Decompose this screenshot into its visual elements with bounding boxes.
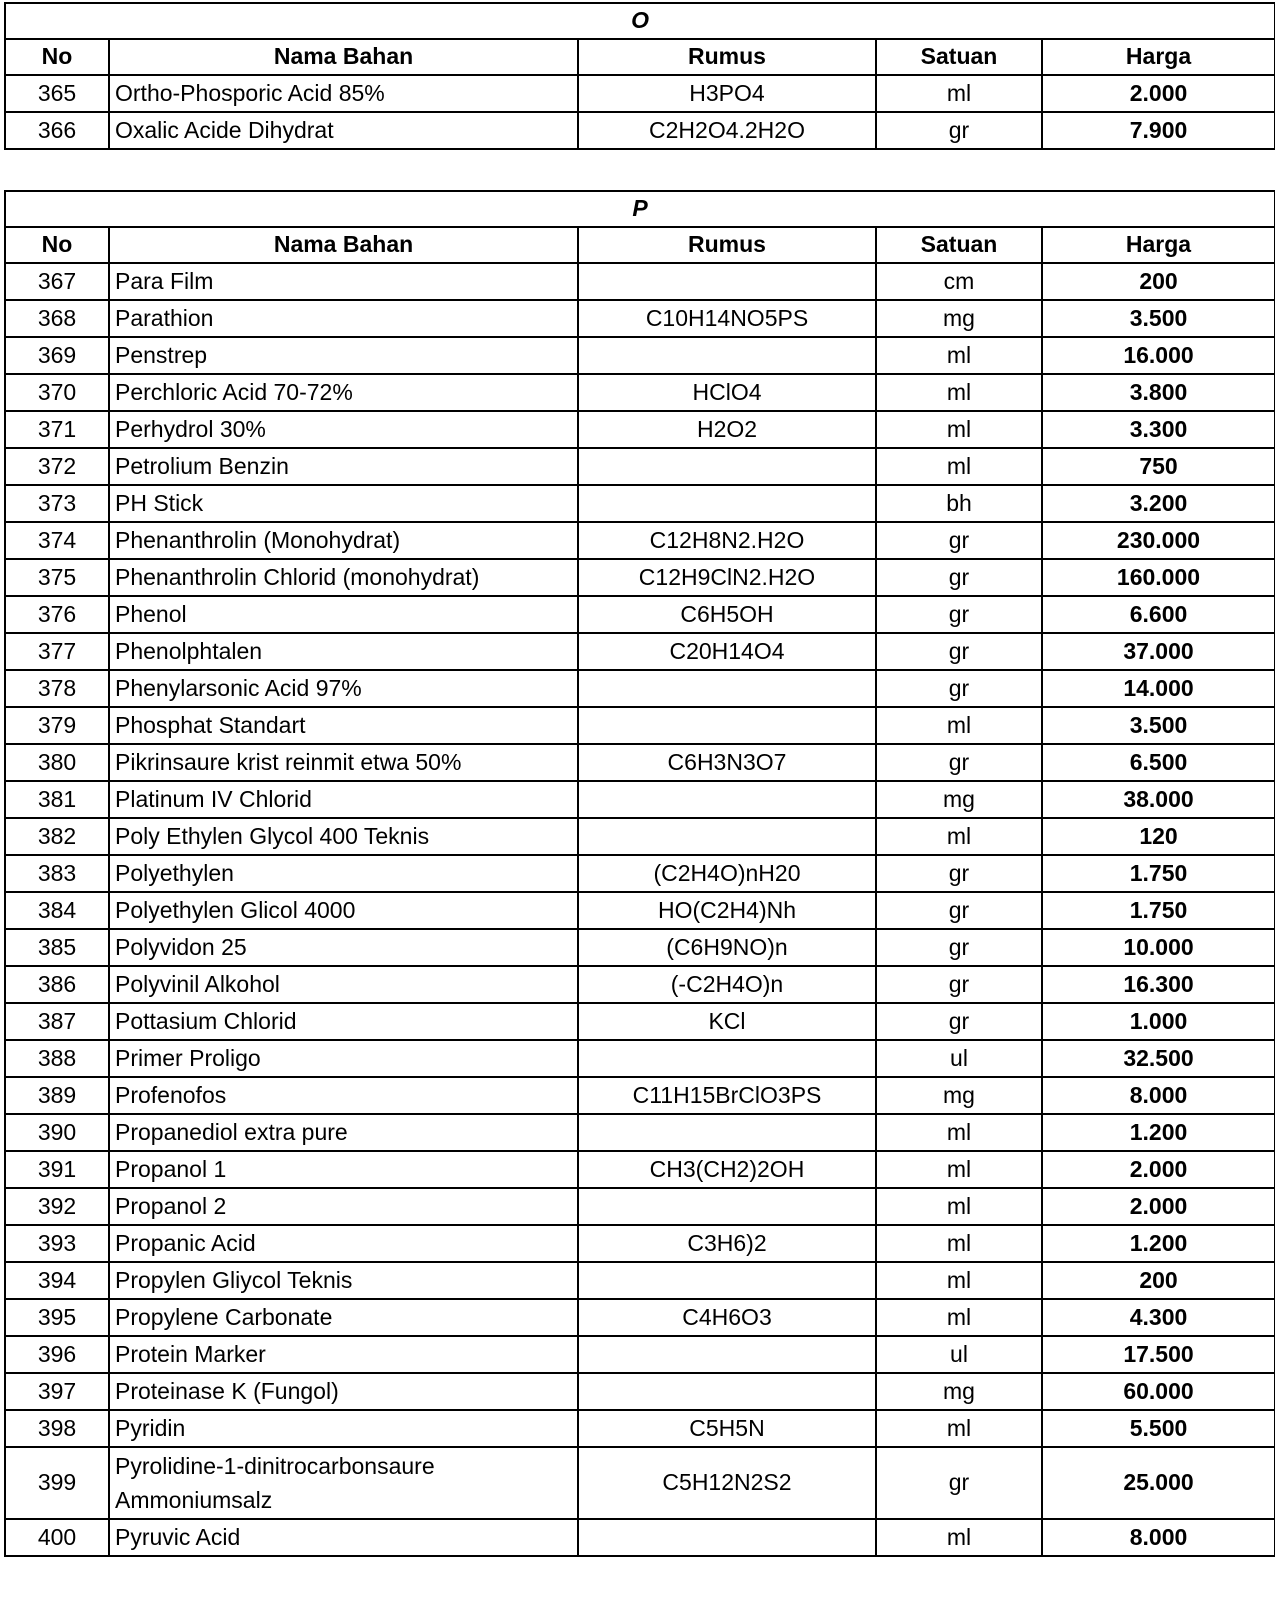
cell-price: 3.200 bbox=[1042, 485, 1275, 522]
cell-name: Penstrep bbox=[109, 337, 578, 374]
cell-no: 365 bbox=[5, 75, 109, 112]
cell-no: 394 bbox=[5, 1262, 109, 1299]
cell-unit: gr bbox=[876, 596, 1042, 633]
cell-name: Para Film bbox=[109, 263, 578, 300]
cell-price: 1.750 bbox=[1042, 855, 1275, 892]
cell-formula: (C2H4O)nH20 bbox=[578, 855, 876, 892]
cell-price: 3.500 bbox=[1042, 707, 1275, 744]
cell-name: Profenofos bbox=[109, 1077, 578, 1114]
cell-name: Propanediol extra pure bbox=[109, 1114, 578, 1151]
table-row bbox=[5, 411, 1275, 448]
cell-price: 8.000 bbox=[1042, 1519, 1275, 1556]
cell-formula bbox=[578, 1336, 876, 1373]
cell-formula bbox=[578, 1114, 876, 1151]
cell-unit: ml bbox=[876, 337, 1042, 374]
cell-price: 10.000 bbox=[1042, 929, 1275, 966]
table-row bbox=[5, 522, 1275, 559]
cell-unit: mg bbox=[876, 300, 1042, 337]
cell-price: 14.000 bbox=[1042, 670, 1275, 707]
cell-unit: ml bbox=[876, 1262, 1042, 1299]
cell-price: 8.000 bbox=[1042, 1077, 1275, 1114]
cell-price: 120 bbox=[1042, 818, 1275, 855]
cell-name: Propanol 1 bbox=[109, 1151, 578, 1188]
cell-price: 1.000 bbox=[1042, 1003, 1275, 1040]
table-row bbox=[5, 1447, 1275, 1519]
cell-no: 392 bbox=[5, 1188, 109, 1225]
cell-unit: ml bbox=[876, 1410, 1042, 1447]
table-row bbox=[5, 300, 1275, 337]
table-row bbox=[5, 966, 1275, 1003]
cell-no: 400 bbox=[5, 1519, 109, 1556]
cell-unit: ml bbox=[876, 1151, 1042, 1188]
cell-price: 38.000 bbox=[1042, 781, 1275, 818]
table-row bbox=[5, 448, 1275, 485]
cell-price: 7.900 bbox=[1042, 112, 1275, 149]
cell-no: 385 bbox=[5, 929, 109, 966]
cell-formula bbox=[578, 337, 876, 374]
table-row bbox=[5, 1077, 1275, 1114]
cell-no: 378 bbox=[5, 670, 109, 707]
cell-unit: ml bbox=[876, 1519, 1042, 1556]
cell-formula bbox=[578, 670, 876, 707]
cell-name: Pyrolidine-1-dinitrocarbonsaure Ammoniumsalz bbox=[109, 1447, 578, 1519]
cell-unit: cm bbox=[876, 263, 1042, 300]
cell-no: 379 bbox=[5, 707, 109, 744]
section-letter: O bbox=[5, 3, 1275, 39]
cell-no: 399 bbox=[5, 1447, 109, 1519]
section-o-table bbox=[4, 2, 1275, 150]
cell-formula: H2O2 bbox=[578, 411, 876, 448]
cell-price: 1.200 bbox=[1042, 1114, 1275, 1151]
section-letter-row bbox=[5, 191, 1275, 227]
header-formula: Rumus bbox=[578, 227, 876, 263]
table-row bbox=[5, 1040, 1275, 1077]
cell-formula: C6H3N3O7 bbox=[578, 744, 876, 781]
cell-formula bbox=[578, 1262, 876, 1299]
cell-price: 25.000 bbox=[1042, 1447, 1275, 1519]
section-letter: P bbox=[5, 191, 1275, 227]
cell-price: 160.000 bbox=[1042, 559, 1275, 596]
cell-price: 1.750 bbox=[1042, 892, 1275, 929]
header-no: No bbox=[5, 227, 109, 263]
cell-unit: ml bbox=[876, 1114, 1042, 1151]
section-rows bbox=[5, 263, 1275, 1556]
cell-unit: gr bbox=[876, 633, 1042, 670]
cell-no: 391 bbox=[5, 1151, 109, 1188]
cell-name: Phenol bbox=[109, 596, 578, 633]
cell-unit: mg bbox=[876, 781, 1042, 818]
cell-no: 370 bbox=[5, 374, 109, 411]
cell-name: Oxalic Acide Dihydrat bbox=[109, 112, 578, 149]
cell-no: 381 bbox=[5, 781, 109, 818]
cell-price: 4.300 bbox=[1042, 1299, 1275, 1336]
cell-name: Pyruvic Acid bbox=[109, 1519, 578, 1556]
cell-unit: gr bbox=[876, 1003, 1042, 1040]
cell-formula: C11H15BrClO3PS bbox=[578, 1077, 876, 1114]
cell-name: Phenanthrolin (Monohydrat) bbox=[109, 522, 578, 559]
table-row bbox=[5, 707, 1275, 744]
cell-name: Ortho-Phosporic Acid 85% bbox=[109, 75, 578, 112]
cell-name: Pyridin bbox=[109, 1410, 578, 1447]
cell-formula bbox=[578, 781, 876, 818]
section-p-table bbox=[4, 190, 1275, 1557]
cell-name: Propanol 2 bbox=[109, 1188, 578, 1225]
cell-name: Phosphat Standart bbox=[109, 707, 578, 744]
cell-formula: C3H6)2 bbox=[578, 1225, 876, 1262]
cell-unit: ul bbox=[876, 1336, 1042, 1373]
cell-unit: mg bbox=[876, 1077, 1042, 1114]
header-formula: Rumus bbox=[578, 39, 876, 75]
cell-unit: gr bbox=[876, 929, 1042, 966]
cell-no: 369 bbox=[5, 337, 109, 374]
cell-no: 380 bbox=[5, 744, 109, 781]
cell-no: 388 bbox=[5, 1040, 109, 1077]
table-row bbox=[5, 1225, 1275, 1262]
table-row bbox=[5, 744, 1275, 781]
cell-unit: gr bbox=[876, 1447, 1042, 1519]
cell-formula: HO(C2H4)Nh bbox=[578, 892, 876, 929]
cell-formula: C10H14NO5PS bbox=[578, 300, 876, 337]
table-row bbox=[5, 1114, 1275, 1151]
cell-no: 373 bbox=[5, 485, 109, 522]
cell-formula bbox=[578, 448, 876, 485]
cell-price: 2.000 bbox=[1042, 1151, 1275, 1188]
cell-name: Pikrinsaure krist reinmit etwa 50% bbox=[109, 744, 578, 781]
cell-price: 3.500 bbox=[1042, 300, 1275, 337]
cell-unit: ul bbox=[876, 1040, 1042, 1077]
cell-name: Pottasium Chlorid bbox=[109, 1003, 578, 1040]
cell-unit: gr bbox=[876, 855, 1042, 892]
section-letter-row bbox=[5, 3, 1275, 39]
cell-no: 375 bbox=[5, 559, 109, 596]
cell-price: 6.500 bbox=[1042, 744, 1275, 781]
cell-name: Phenanthrolin Chlorid (monohydrat) bbox=[109, 559, 578, 596]
cell-formula: C12H9ClN2.H2O bbox=[578, 559, 876, 596]
cell-name: Phenylarsonic Acid 97% bbox=[109, 670, 578, 707]
cell-formula bbox=[578, 1373, 876, 1410]
cell-formula: C5H5N bbox=[578, 1410, 876, 1447]
cell-formula: CH3(CH2)2OH bbox=[578, 1151, 876, 1188]
cell-no: 383 bbox=[5, 855, 109, 892]
cell-name: Perchloric Acid 70-72% bbox=[109, 374, 578, 411]
cell-no: 386 bbox=[5, 966, 109, 1003]
cell-formula: C20H14O4 bbox=[578, 633, 876, 670]
table-row bbox=[5, 1262, 1275, 1299]
table-row bbox=[5, 781, 1275, 818]
cell-name: Polyvidon 25 bbox=[109, 929, 578, 966]
cell-price: 1.200 bbox=[1042, 1225, 1275, 1262]
cell-unit: ml bbox=[876, 818, 1042, 855]
cell-no: 396 bbox=[5, 1336, 109, 1373]
header-name: Nama Bahan bbox=[109, 227, 578, 263]
cell-no: 397 bbox=[5, 1373, 109, 1410]
cell-price: 5.500 bbox=[1042, 1410, 1275, 1447]
cell-formula: HClO4 bbox=[578, 374, 876, 411]
cell-formula: (-C2H4O)n bbox=[578, 966, 876, 1003]
cell-unit: gr bbox=[876, 522, 1042, 559]
table-row bbox=[5, 818, 1275, 855]
column-header-row bbox=[5, 39, 1275, 75]
table-row bbox=[5, 1188, 1275, 1225]
cell-unit: mg bbox=[876, 1373, 1042, 1410]
cell-unit: ml bbox=[876, 1299, 1042, 1336]
table-row bbox=[5, 633, 1275, 670]
table-row bbox=[5, 929, 1275, 966]
header-unit: Satuan bbox=[876, 227, 1042, 263]
cell-price: 60.000 bbox=[1042, 1373, 1275, 1410]
cell-name: Phenolphtalen bbox=[109, 633, 578, 670]
cell-name: Parathion bbox=[109, 300, 578, 337]
cell-unit: gr bbox=[876, 112, 1042, 149]
cell-price: 16.300 bbox=[1042, 966, 1275, 1003]
cell-formula bbox=[578, 1519, 876, 1556]
cell-no: 366 bbox=[5, 112, 109, 149]
table-row bbox=[5, 596, 1275, 633]
cell-no: 377 bbox=[5, 633, 109, 670]
table-row bbox=[5, 670, 1275, 707]
cell-no: 384 bbox=[5, 892, 109, 929]
cell-formula bbox=[578, 263, 876, 300]
cell-no: 395 bbox=[5, 1299, 109, 1336]
header-name: Nama Bahan bbox=[109, 39, 578, 75]
cell-unit: gr bbox=[876, 966, 1042, 1003]
cell-formula: C5H12N2S2 bbox=[578, 1447, 876, 1519]
cell-name: Poly Ethylen Glycol 400 Teknis bbox=[109, 818, 578, 855]
table-row bbox=[5, 1410, 1275, 1447]
cell-name: Propanic Acid bbox=[109, 1225, 578, 1262]
cell-name: Petrolium Benzin bbox=[109, 448, 578, 485]
cell-name: Platinum IV Chlorid bbox=[109, 781, 578, 818]
cell-price: 3.800 bbox=[1042, 374, 1275, 411]
cell-name: Propylen Gliycol Teknis bbox=[109, 1262, 578, 1299]
table-row bbox=[5, 892, 1275, 929]
cell-unit: ml bbox=[876, 1225, 1042, 1262]
cell-unit: ml bbox=[876, 707, 1042, 744]
cell-price: 200 bbox=[1042, 263, 1275, 300]
cell-name: Polyethylen Glicol 4000 bbox=[109, 892, 578, 929]
cell-no: 376 bbox=[5, 596, 109, 633]
table-row bbox=[5, 1336, 1275, 1373]
cell-name: Propylene Carbonate bbox=[109, 1299, 578, 1336]
cell-name: Perhydrol 30% bbox=[109, 411, 578, 448]
cell-name: Primer Proligo bbox=[109, 1040, 578, 1077]
cell-formula: C4H6O3 bbox=[578, 1299, 876, 1336]
cell-no: 374 bbox=[5, 522, 109, 559]
cell-formula bbox=[578, 707, 876, 744]
table-row bbox=[5, 485, 1275, 522]
table-row bbox=[5, 112, 1275, 149]
cell-price: 37.000 bbox=[1042, 633, 1275, 670]
cell-no: 390 bbox=[5, 1114, 109, 1151]
header-price: Harga bbox=[1042, 227, 1275, 263]
cell-name: PH Stick bbox=[109, 485, 578, 522]
cell-unit: ml bbox=[876, 75, 1042, 112]
cell-price: 230.000 bbox=[1042, 522, 1275, 559]
cell-price: 32.500 bbox=[1042, 1040, 1275, 1077]
table-row bbox=[5, 1299, 1275, 1336]
cell-formula: C6H5OH bbox=[578, 596, 876, 633]
cell-unit: ml bbox=[876, 1188, 1042, 1225]
cell-unit: gr bbox=[876, 670, 1042, 707]
cell-unit: gr bbox=[876, 892, 1042, 929]
table-row bbox=[5, 559, 1275, 596]
cell-formula: C12H8N2.H2O bbox=[578, 522, 876, 559]
cell-unit: gr bbox=[876, 559, 1042, 596]
cell-unit: ml bbox=[876, 411, 1042, 448]
cell-no: 382 bbox=[5, 818, 109, 855]
cell-formula bbox=[578, 818, 876, 855]
header-price: Harga bbox=[1042, 39, 1275, 75]
column-header-row bbox=[5, 227, 1275, 263]
table-row bbox=[5, 1373, 1275, 1410]
cell-no: 389 bbox=[5, 1077, 109, 1114]
cell-no: 368 bbox=[5, 300, 109, 337]
cell-price: 6.600 bbox=[1042, 596, 1275, 633]
cell-name: Protein Marker bbox=[109, 1336, 578, 1373]
cell-price: 17.500 bbox=[1042, 1336, 1275, 1373]
cell-name: Polyethylen bbox=[109, 855, 578, 892]
cell-formula: KCl bbox=[578, 1003, 876, 1040]
table-row bbox=[5, 374, 1275, 411]
section-rows bbox=[5, 75, 1275, 149]
cell-price: 200 bbox=[1042, 1262, 1275, 1299]
cell-no: 393 bbox=[5, 1225, 109, 1262]
table-row bbox=[5, 263, 1275, 300]
cell-price: 16.000 bbox=[1042, 337, 1275, 374]
cell-price: 2.000 bbox=[1042, 75, 1275, 112]
cell-name: Polyvinil Alkohol bbox=[109, 966, 578, 1003]
cell-price: 2.000 bbox=[1042, 1188, 1275, 1225]
cell-no: 371 bbox=[5, 411, 109, 448]
cell-formula bbox=[578, 485, 876, 522]
cell-formula bbox=[578, 1188, 876, 1225]
cell-no: 398 bbox=[5, 1410, 109, 1447]
cell-no: 372 bbox=[5, 448, 109, 485]
cell-unit: ml bbox=[876, 374, 1042, 411]
cell-unit: gr bbox=[876, 744, 1042, 781]
cell-formula bbox=[578, 1040, 876, 1077]
table-row bbox=[5, 1519, 1275, 1556]
header-no: No bbox=[5, 39, 109, 75]
cell-name: Proteinase K (Fungol) bbox=[109, 1373, 578, 1410]
cell-no: 367 bbox=[5, 263, 109, 300]
cell-no: 387 bbox=[5, 1003, 109, 1040]
cell-unit: bh bbox=[876, 485, 1042, 522]
cell-formula: (C6H9NO)n bbox=[578, 929, 876, 966]
header-unit: Satuan bbox=[876, 39, 1042, 75]
cell-price: 3.300 bbox=[1042, 411, 1275, 448]
table-row bbox=[5, 1151, 1275, 1188]
cell-formula: H3PO4 bbox=[578, 75, 876, 112]
table-row bbox=[5, 855, 1275, 892]
cell-unit: ml bbox=[876, 448, 1042, 485]
table-row bbox=[5, 1003, 1275, 1040]
table-row bbox=[5, 75, 1275, 112]
cell-price: 750 bbox=[1042, 448, 1275, 485]
cell-formula: C2H2O4.2H2O bbox=[578, 112, 876, 149]
table-row bbox=[5, 337, 1275, 374]
